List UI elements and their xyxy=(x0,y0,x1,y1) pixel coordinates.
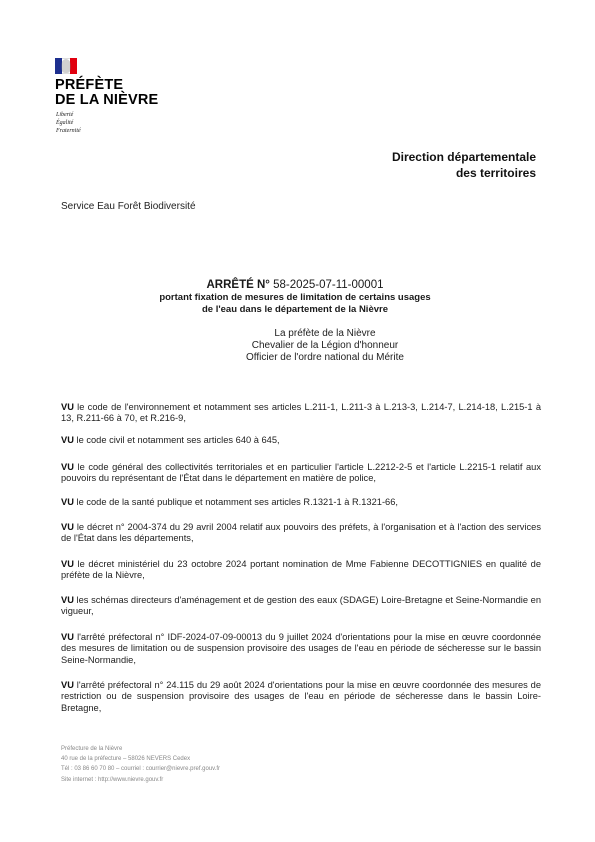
signatory-line-1: La préfète de la Nièvre xyxy=(274,328,376,339)
vu-lead: VU xyxy=(61,680,74,690)
vu-item xyxy=(61,680,541,714)
motto-fraternite: Fraternité xyxy=(56,128,81,134)
prefecture-name xyxy=(55,78,158,108)
decree-number-line xyxy=(120,278,470,292)
direction-line-2: des territoires xyxy=(455,166,536,180)
org-line-1: PRÉFÈTE xyxy=(55,77,124,93)
direction-line-1: Direction départementale xyxy=(391,150,536,164)
direction-heading xyxy=(392,149,536,181)
vu-lead: VU xyxy=(61,632,74,642)
service-name: Service Eau Forêt Biodiversité xyxy=(61,201,196,212)
vu-lead: VU xyxy=(61,595,74,605)
decree-label: ARRÊTÉ N° xyxy=(206,279,270,291)
decree-title xyxy=(120,278,470,316)
vu-lead: VU xyxy=(61,402,74,412)
vu-lead: VU xyxy=(61,462,74,472)
vu-text: le code général des collectivités territoriales et en particulier l'article L.2212-2-5 et l'article L.2215-1 relatif aux pouvoirs du représentant de l'État dans le département en matière de police, xyxy=(61,462,541,484)
vu-item xyxy=(61,559,541,582)
motto-liberte: Liberté xyxy=(56,112,74,118)
vu-item xyxy=(61,632,541,666)
vu-text: le code de l'environnement et notamment ses articles L.211-1, L.211-3 à L.213-3, L.214-7, L.214-18, L.215-1 à 13, R.211-66 à 70, et R.216-9, xyxy=(61,402,541,424)
footer-line-3: Tél : 03 86 60 70 80 – courriel : courrier@nievre.pref.gouv.fr xyxy=(61,766,221,773)
page-footer xyxy=(61,744,220,785)
marianne-logo-icon xyxy=(55,58,77,74)
vu-lead: VU xyxy=(61,559,74,569)
decree-subtitle-2: de l'eau dans le département de la Nièvre xyxy=(202,304,388,315)
vu-lead: VU xyxy=(61,435,74,445)
vu-item xyxy=(61,402,541,425)
vu-text: le décret ministériel du 23 octobre 2024 portant nomination de Mme Fabienne DECOTTIGNIES en qualité de préfète de la Nièvre, xyxy=(61,559,541,581)
signatory-line-3: Officier de l'ordre national du Mérite xyxy=(246,352,404,363)
org-line-2: DE LA NIÈVRE xyxy=(55,92,159,108)
vu-item xyxy=(61,435,541,446)
decree-subtitle-1: portant fixation de mesures de limitation de certains usages xyxy=(159,292,431,303)
signatory-line-2: Chevalier de la Légion d'honneur xyxy=(251,340,399,351)
vu-text: le code de la santé publique et notamment ses articles R.1321-1 à R.1321-66, xyxy=(73,497,398,507)
footer-line-4: Site internet : http://www.nievre.gouv.fr xyxy=(61,776,164,783)
vu-text: l'arrêté préfectoral n° IDF-2024-07-09-00013 du 9 juillet 2024 d'orientations pour la mise en œuvre coordonnée des mesures de limitation ou de suspension provisoire des usages de l'eau en période de sécheresse sur le bassin Seine-Normandie, xyxy=(61,632,541,665)
vu-text: l'arrêté préfectoral n° 24.115 du 29 août 2024 d'orientations pour la mise en œuvre coordonnée des mesures de restriction ou de suspension provisoire des usages de l'eau en période de sécheresse dans le bassin Loire-Bretagne, xyxy=(61,680,541,713)
vu-item xyxy=(61,462,541,485)
vu-lead: VU xyxy=(61,497,74,507)
footer-line-1: Préfecture de la Nièvre xyxy=(61,746,123,752)
vu-item xyxy=(61,497,541,508)
vu-item xyxy=(61,522,541,545)
vu-item xyxy=(61,595,541,618)
vu-text: les schémas directeurs d'aménagement et de gestion des eaux (SDAGE) Loire-Bretagne et Seine-Normandie en vigueur, xyxy=(61,595,541,617)
signatory-block xyxy=(150,328,500,364)
motto-egalite: Égalité xyxy=(56,120,74,126)
decree-number: 58-2025-07-11-00001 xyxy=(269,279,384,291)
republic-motto xyxy=(56,111,81,135)
footer-line-2: 40 rue de la préfecture – 58026 NEVERS Cedex xyxy=(61,756,191,763)
vu-text: le décret n° 2004-374 du 29 avril 2004 relatif aux pouvoirs des préfets, à l'organisation et à l'action des services de l'État dans les départements, xyxy=(61,522,541,544)
vu-text: le code civil et notamment ses articles 640 à 645, xyxy=(73,435,280,445)
vu-lead: VU xyxy=(61,522,74,532)
